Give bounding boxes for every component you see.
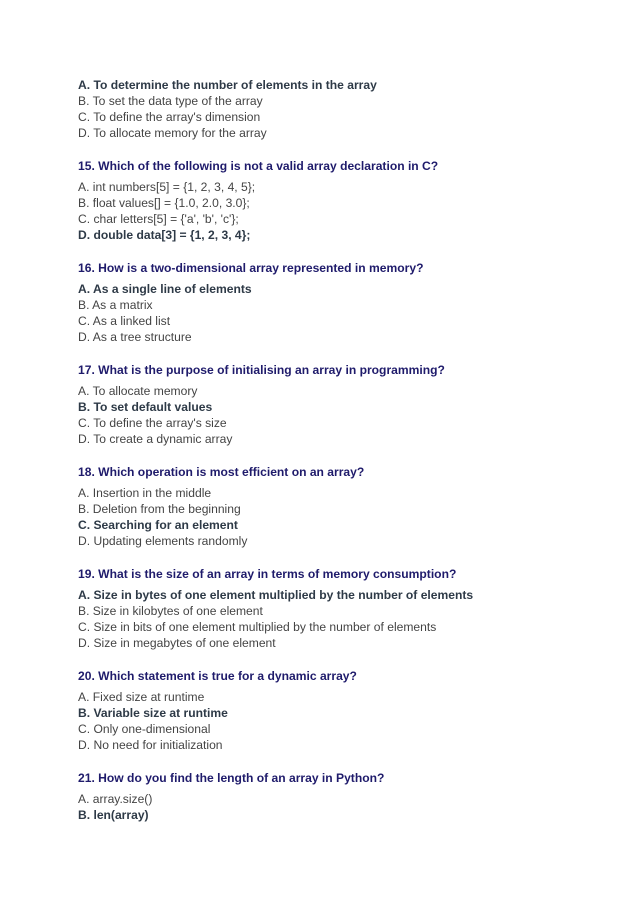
- answer-option: D. Size in megabytes of one element: [78, 636, 276, 650]
- question-title: 17. What is the purpose of initialising an array in programming?: [78, 363, 445, 377]
- question-title: 21. How do you find the length of an array in Python?: [78, 771, 385, 785]
- answer-option: B. Size in kilobytes of one element: [78, 604, 263, 618]
- answer-option: D. Updating elements randomly: [78, 534, 248, 548]
- correct-answer-option: A. Size in bytes of one element multiplied by the number of elements: [78, 588, 474, 602]
- answer-option: C. Only one-dimensional: [78, 722, 211, 736]
- question-block: [78, 669, 598, 753]
- answer-option: D. To allocate memory for the array: [78, 126, 267, 140]
- question-block: [78, 567, 598, 651]
- correct-answer-option: B. Variable size at runtime: [78, 706, 228, 720]
- question-title: 20. Which statement is true for a dynamic array?: [78, 669, 357, 683]
- correct-answer-option: B. len(array): [78, 808, 149, 822]
- answer-option: A. array.size(): [78, 792, 153, 806]
- question-title: 19. What is the size of an array in terms of memory consumption?: [78, 567, 457, 581]
- correct-answer-option: A. To determine the number of elements in the array: [78, 78, 377, 92]
- answer-option: A. Insertion in the middle: [78, 486, 212, 500]
- answer-option: C. char letters[5] = {'a', 'b', 'c'};: [78, 212, 239, 226]
- question-title: 15. Which of the following is not a valid array declaration in C?: [78, 159, 439, 173]
- correct-answer-option: D. double data[3] = {1, 2, 3, 4};: [78, 228, 251, 242]
- answer-option: C. To define the array's dimension: [78, 110, 261, 124]
- question-spacer: [78, 141, 598, 159]
- question-spacer: [78, 549, 598, 567]
- question-spacer: [78, 345, 598, 363]
- answer-option: B. As a matrix: [78, 298, 153, 312]
- answer-option: C. To define the array's size: [78, 416, 227, 430]
- question-block: [78, 261, 598, 345]
- answer-option: A. int numbers[5] = {1, 2, 3, 4, 5};: [78, 180, 256, 194]
- answer-option: C. As a linked list: [78, 314, 171, 328]
- correct-answer-option: B. To set default values: [78, 400, 213, 414]
- quiz-page: [78, 77, 598, 823]
- answer-option: B. Deletion from the beginning: [78, 502, 241, 516]
- question-title: 16. How is a two-dimensional array represented in memory?: [78, 261, 424, 275]
- question-title: 18. Which operation is most efficient on an array?: [78, 465, 365, 479]
- answer-option: A. To allocate memory: [78, 384, 198, 398]
- question-block: [78, 363, 598, 447]
- answer-option: B. To set the data type of the array: [78, 94, 263, 108]
- answer-option: D. As a tree structure: [78, 330, 192, 344]
- question-block: [78, 771, 598, 823]
- question-block: [78, 159, 598, 243]
- correct-answer-option: A. As a single line of elements: [78, 282, 252, 296]
- question-spacer: [78, 243, 598, 261]
- answer-option: C. Size in bits of one element multiplied by the number of elements: [78, 620, 437, 634]
- question-block: [78, 465, 598, 549]
- question-spacer: [78, 651, 598, 669]
- question-spacer: [78, 753, 598, 771]
- answer-option: B. float values[] = {1.0, 2.0, 3.0};: [78, 196, 250, 210]
- question-spacer: [78, 447, 598, 465]
- answer-option: D. No need for initialization: [78, 738, 223, 752]
- question-block: [78, 77, 598, 141]
- answer-option: D. To create a dynamic array: [78, 432, 233, 446]
- answer-option: A. Fixed size at runtime: [78, 690, 205, 704]
- correct-answer-option: C. Searching for an element: [78, 518, 238, 532]
